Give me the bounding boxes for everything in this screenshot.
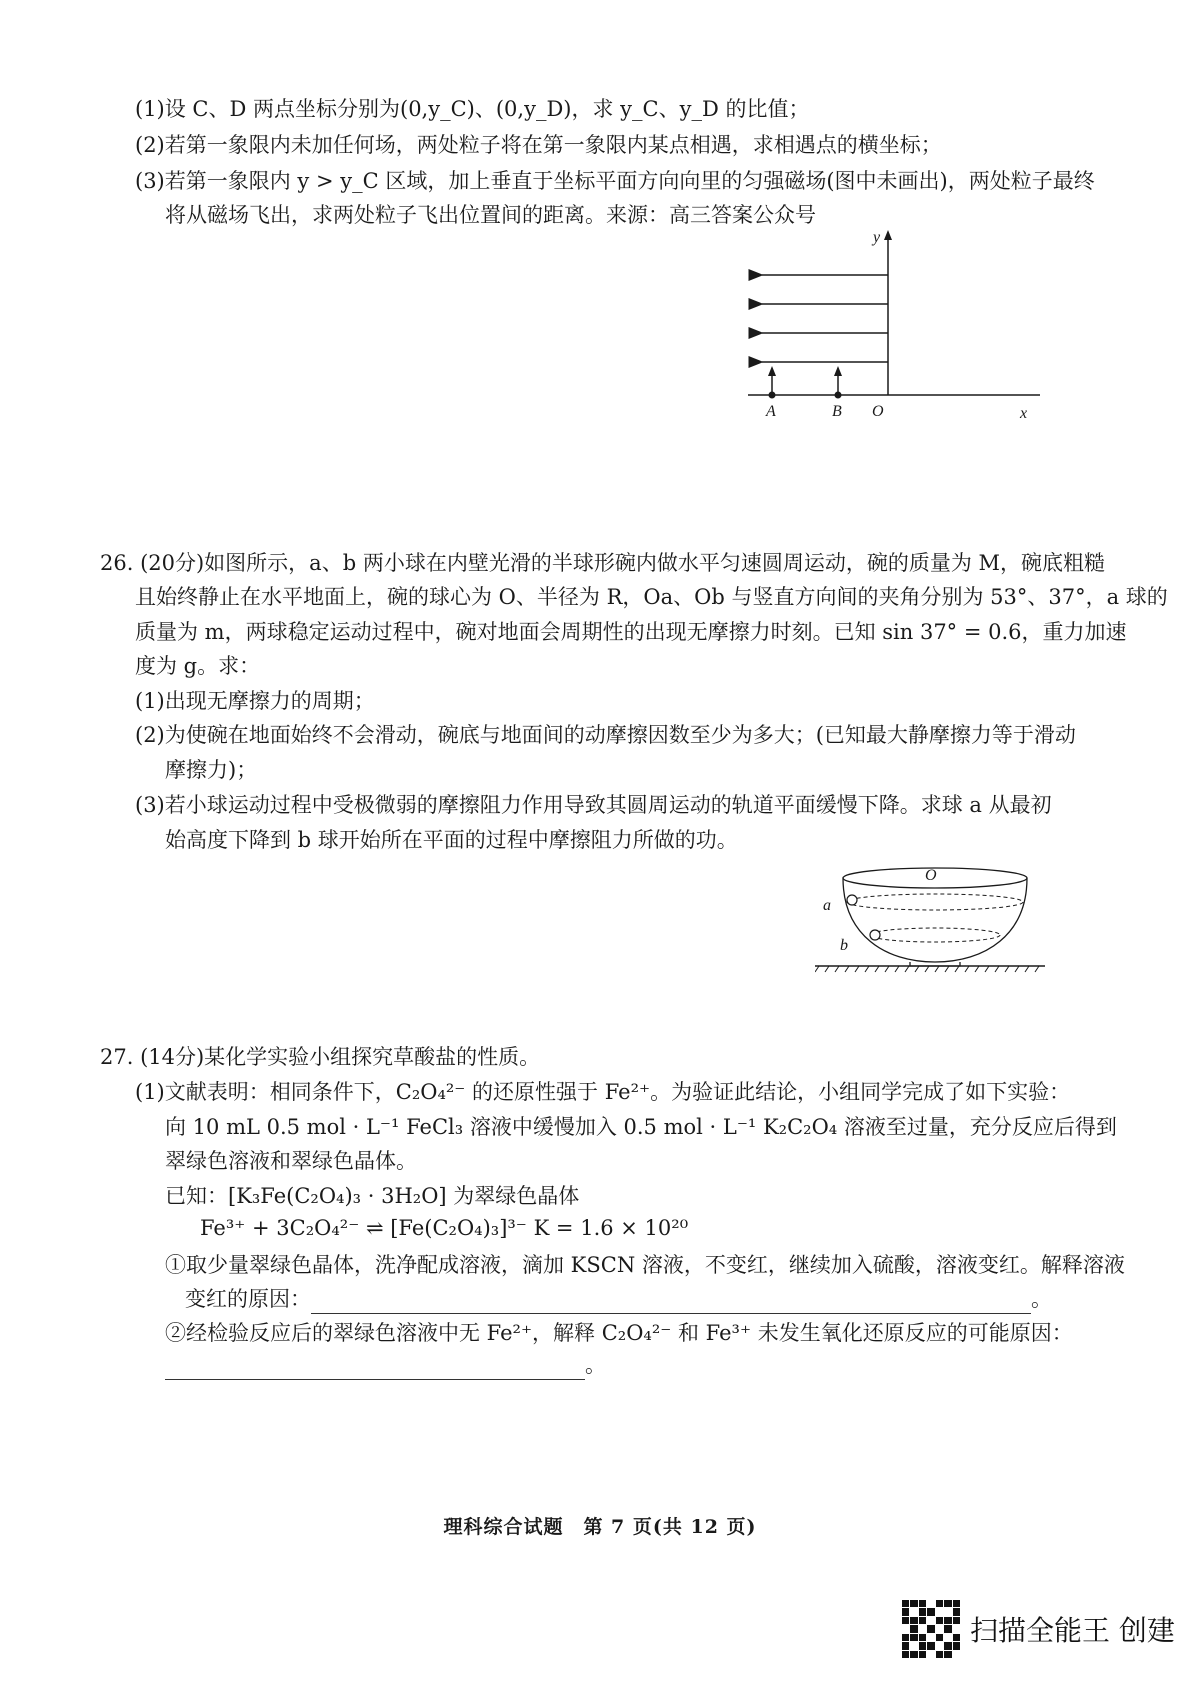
orbit-b: [870, 928, 1000, 942]
q26-line1: 26. (20分)如图所示，a、b 两小球在内壁光滑的半球形碗内做水平匀速圆周运动，碗的质量为 M，碗底粗糙: [100, 551, 1105, 575]
y-axis-label: y: [873, 229, 881, 246]
scanner-watermark: [902, 1600, 1175, 1658]
q27-line1: 27. (14分)某化学实验小组探究草酸盐的性质。: [100, 1045, 541, 1069]
bowl-figure: [815, 860, 1045, 975]
q25-part3-cont: 将从磁场飞出，求两处粒子飞出位置间的距离。来源：高三答案公众号: [165, 203, 816, 227]
q26-line2: 且始终静止在水平地面上，碗的球心为 O、半径为 R，Oa、Ob 与竖直方向间的夹角分别为 53°、37°，a 球的: [135, 585, 1168, 609]
ball-b: [870, 930, 880, 940]
q26-line4: 度为 g。求：: [135, 654, 261, 678]
bowl-body: [843, 878, 1027, 962]
label-b: b: [840, 937, 848, 954]
q26-part3-cont: 始高度下降到 b 球开始所在平面的过程中摩擦阻力所做的功。: [165, 828, 738, 852]
q26-part1: (1)出现无摩擦力的周期；: [135, 689, 375, 713]
label-a: a: [823, 897, 831, 914]
q27-step2-answer: [165, 1350, 606, 1380]
q27-equation: Fe³⁺ + 3C₂O₄²⁻ ⇌ [Fe(C₂O₄)₃]³⁻ K = 1.6 × 10²⁰: [200, 1216, 689, 1240]
label-o: O: [925, 867, 937, 884]
q26-part2-cont: 摩擦力)；: [165, 758, 258, 782]
q25-part2: (2)若第一象限内未加任何场，两处粒子将在第一象限内某点相遇，求相遇点的横坐标；: [135, 133, 942, 157]
q26-part2: (2)为使碗在地面始终不会滑动，碗底与地面间的动摩擦因数至少为多大；(已知最大静摩擦力等于滑动: [135, 723, 1076, 747]
qr-code-icon: [902, 1600, 960, 1658]
period-mark: 。: [1031, 1287, 1052, 1311]
q27-known: 已知：[K₃Fe(C₂O₄)₃ · 3H₂O] 为翠绿色晶体: [165, 1184, 580, 1208]
q26-line3: 质量为 m，两球稳定运动过程中，碗对地面会周期性的出现无摩擦力时刻。已知 sin 37° = 0.6，重力加速: [135, 620, 1127, 644]
q27-step1-cont-text: 变红的原因：: [185, 1287, 311, 1311]
period-mark: 。: [585, 1353, 606, 1377]
q25-part1: (1)设 C、D 两点坐标分别为(0,y_C)、(0,y_D)，求 y_C、y_D 的比值；: [135, 97, 810, 121]
q27-part1: (1)文献表明：相同条件下，C₂O₄²⁻ 的还原性强于 Fe²⁺。为验证此结论，小组同学完成了如下实验：: [135, 1080, 1071, 1104]
answer-blank[interactable]: [311, 1291, 1031, 1314]
scanner-text: 扫描全能王 创建: [970, 1614, 1175, 1647]
q25-part3: (3)若第一象限内 y > y_C 区域，加上垂直于坐标平面方向向里的匀强磁场(图中未画出)，两处粒子最终: [135, 169, 1095, 193]
q27-part1-cont2: 翠绿色溶液和翠绿色晶体。: [165, 1149, 417, 1173]
answer-blank[interactable]: [165, 1357, 585, 1380]
page-footer: 理科综合试题 第 7 页(共 12 页): [443, 1516, 757, 1538]
point-b-label: B: [832, 403, 842, 420]
x-axis-label: x: [1020, 405, 1028, 422]
q26-part3: (3)若小球运动过程中受极微弱的摩擦阻力作用导致其圆周运动的轨道平面缓慢下降。求球 a 从最初: [135, 793, 1052, 817]
q27-step2: ②经检验反应后的翠绿色溶液中无 Fe²⁺，解释 C₂O₄²⁻ 和 Fe³⁺ 未发生氧化还原反应的可能原因：: [165, 1321, 1073, 1345]
q25-figure: [740, 220, 1060, 430]
point-a-label: A: [766, 403, 776, 420]
q27-step1: ①取少量翠绿色晶体，洗净配成溶液，滴加 KSCN 溶液，不变红，继续加入硫酸，溶液变红。解释溶液: [165, 1253, 1125, 1277]
orbit-a: [847, 894, 1023, 910]
q27-step1-cont: [185, 1284, 1052, 1314]
ball-a: [847, 895, 857, 905]
q27-part1-cont1: 向 10 mL 0.5 mol · L⁻¹ FeCl₃ 溶液中缓慢加入 0.5 mol · L⁻¹ K₂C₂O₄ 溶液至过量，充分反应后得到: [165, 1115, 1117, 1139]
origin-label: O: [872, 403, 884, 420]
